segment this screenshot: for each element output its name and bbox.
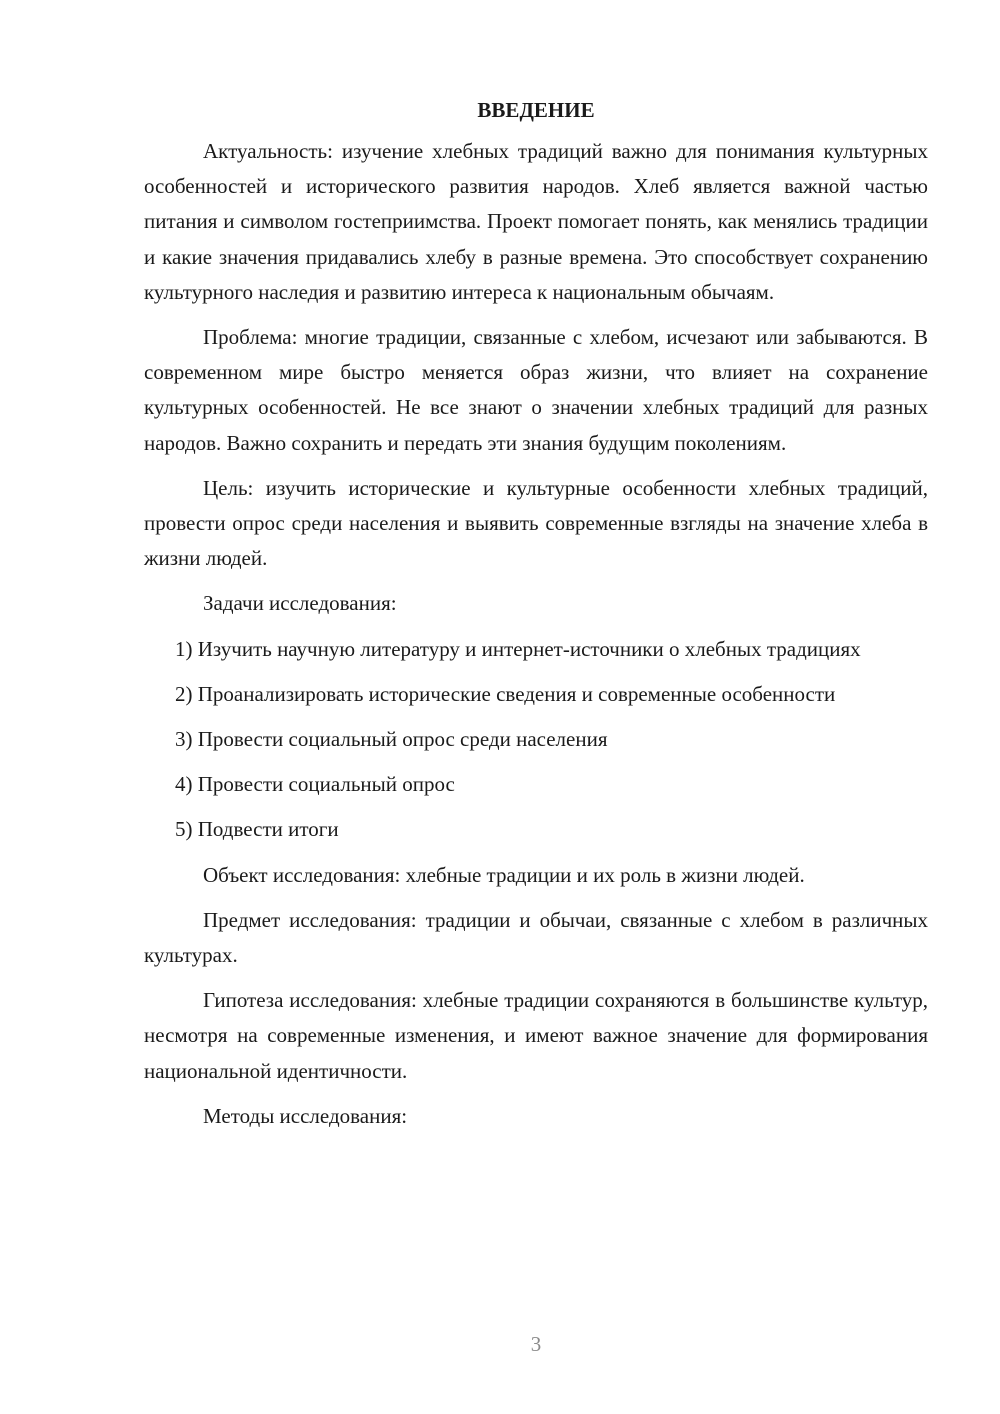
relevance-paragraph: Актуальность: изучение хлебных традиций важно для понимания культурных особенностей и исторического развития народов. Хлеб является важной частью питания и символом гостеприимства. Проект помогает понять, как менялись традиции и какие значения придавались хлебу в разные времена. Это способствует сохранению культурного наследия и развитию интереса к национальным обычаям.: [144, 139, 928, 304]
subject-paragraph: Предмет исследования: традиции и обычаи, связанные с хлебом в различных культурах.: [144, 907, 928, 968]
task-item-4: 4) Провести социальный опрос: [175, 772, 455, 797]
tasks-heading: Задачи исследования:: [203, 591, 397, 616]
page-title: ВВЕДЕНИЕ: [477, 98, 595, 122]
task-item-5: 5) Подвести итоги: [175, 817, 339, 842]
document-page: [144, 92, 928, 1144]
page-number: 3: [530, 1332, 542, 1356]
task-item-3: 3) Провести социальный опрос среди населения: [175, 727, 608, 752]
object-paragraph: Объект исследования: хлебные традиции и их роль в жизни людей.: [203, 862, 805, 887]
hypothesis-paragraph: Гипотеза исследования: хлебные традиции сохраняются в большинстве культур, несмотря на современные изменения, и имеют важное значение для формирования национальной идентичности.: [144, 988, 928, 1083]
problem-paragraph: Проблема: многие традиции, связанные с хлебом, исчезают или забываются. В современном мире быстро меняется образ жизни, что влияет на сохранение культурных особенностей. Не все знают о значении хлебных традиций для разных народов. Важно сохранить и передать эти знания будущим поколениям.: [144, 325, 928, 455]
task-item-2: 2) Проанализировать исторические сведения и современные особенности: [175, 681, 836, 706]
task-item-1: 1) Изучить научную литературу и интернет-источники о хлебных традициях: [175, 636, 861, 661]
goal-paragraph: Цель: изучить исторические и культурные особенности хлебных традиций, провести опрос среди населения и выявить современные взгляды на значение хлеба в жизни людей.: [144, 475, 928, 571]
methods-heading: Методы исследования:: [203, 1103, 408, 1128]
